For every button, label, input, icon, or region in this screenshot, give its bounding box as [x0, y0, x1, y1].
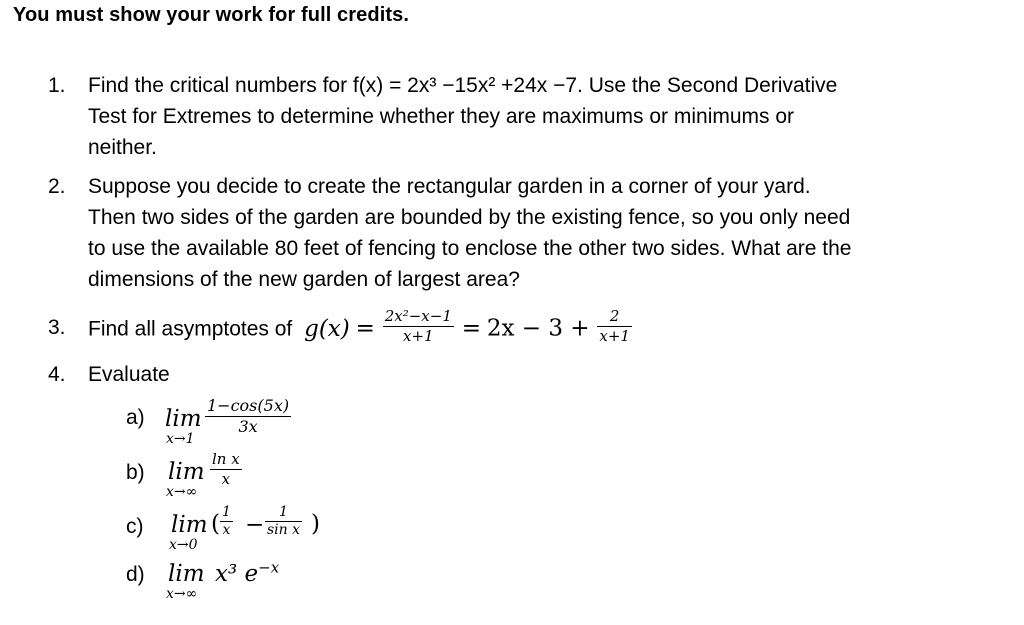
question-line: Find the critical numbers for f(x) = 2x³ −15x² +24x −7. Use the Second Derivative: [88, 74, 838, 97]
question-3-body: [88, 307, 634, 348]
rational-fraction: [383, 308, 454, 344]
question-line: Suppose you decide to create the rectangular garden in a corner of your yard.: [88, 175, 811, 198]
limit-fraction: [210, 451, 242, 487]
limit-fraction: [205, 397, 291, 435]
fraction-numerator: 1: [265, 505, 302, 522]
limit-operator: lim: [168, 459, 205, 485]
fraction-numerator: ln x: [212, 450, 240, 468]
fraction-denominator: sin x: [267, 522, 301, 539]
question-line: dimensions of the new garden of largest area?: [88, 268, 520, 291]
limit-subscript: x→∞: [166, 484, 198, 500]
instruction-heading: You must show your work for full credits.: [13, 4, 409, 26]
limit-operator: lim: [168, 561, 205, 587]
fraction-numerator: 2x²−x−1: [384, 307, 452, 325]
limit-subscript: x→∞: [166, 586, 198, 602]
question-line: Test for Extremes to determine whether they are maximums or minimums or: [88, 105, 795, 128]
question-4: [48, 359, 648, 391]
limit-label: a): [126, 406, 145, 429]
question-text: Evaluate: [88, 363, 170, 386]
question-number: 3.: [48, 316, 66, 339]
limit-subscript: x→0: [169, 537, 198, 553]
expression-base: x³ e: [215, 561, 259, 587]
equals-sign: =: [461, 315, 481, 342]
question-text: Find all asymptotes of: [88, 317, 293, 341]
question-number: 2.: [48, 175, 66, 198]
question-3: [48, 307, 968, 352]
fraction-denominator: x: [222, 522, 231, 539]
equals-sign: =: [355, 315, 375, 342]
limit-operator: lim: [171, 512, 208, 538]
question-line: neither.: [88, 136, 157, 159]
fraction-numerator: 1: [220, 505, 233, 522]
second-fraction: [265, 505, 302, 539]
remainder-fraction: [597, 308, 632, 344]
fraction-denominator: x+1: [403, 326, 434, 345]
limit-subscript: x→1: [166, 431, 195, 447]
fraction-denominator: x: [221, 469, 231, 488]
limit-label: b): [126, 461, 145, 484]
open-paren: (: [211, 511, 220, 537]
limit-label: d): [126, 563, 145, 586]
fraction-numerator: 1−cos(5x): [207, 396, 290, 415]
fraction-denominator: x+1: [599, 326, 630, 345]
question-line: to use the available 80 feet of fencing to enclose the other two sides. What are the: [88, 237, 852, 260]
limit-operator: lim: [165, 406, 202, 432]
fraction-denominator: 3x: [238, 416, 258, 436]
minus-sign: −: [245, 512, 265, 538]
question-number: 4.: [48, 363, 66, 386]
polynomial-part: 2x − 3 +: [486, 315, 590, 342]
question-2: [48, 171, 968, 299]
expression-exponent: −x: [258, 558, 280, 577]
question-line: Then two sides of the garden are bounded by the existing fence, so you only need: [88, 206, 851, 229]
fraction-numerator: 2: [597, 308, 632, 327]
question-number: 1.: [48, 74, 66, 97]
first-fraction: [220, 505, 233, 539]
close-paren: ): [311, 511, 320, 537]
limit-label: c): [126, 515, 144, 538]
function-name: g(x): [304, 315, 350, 342]
limit-expression: [215, 558, 280, 587]
question-1: [48, 70, 968, 166]
